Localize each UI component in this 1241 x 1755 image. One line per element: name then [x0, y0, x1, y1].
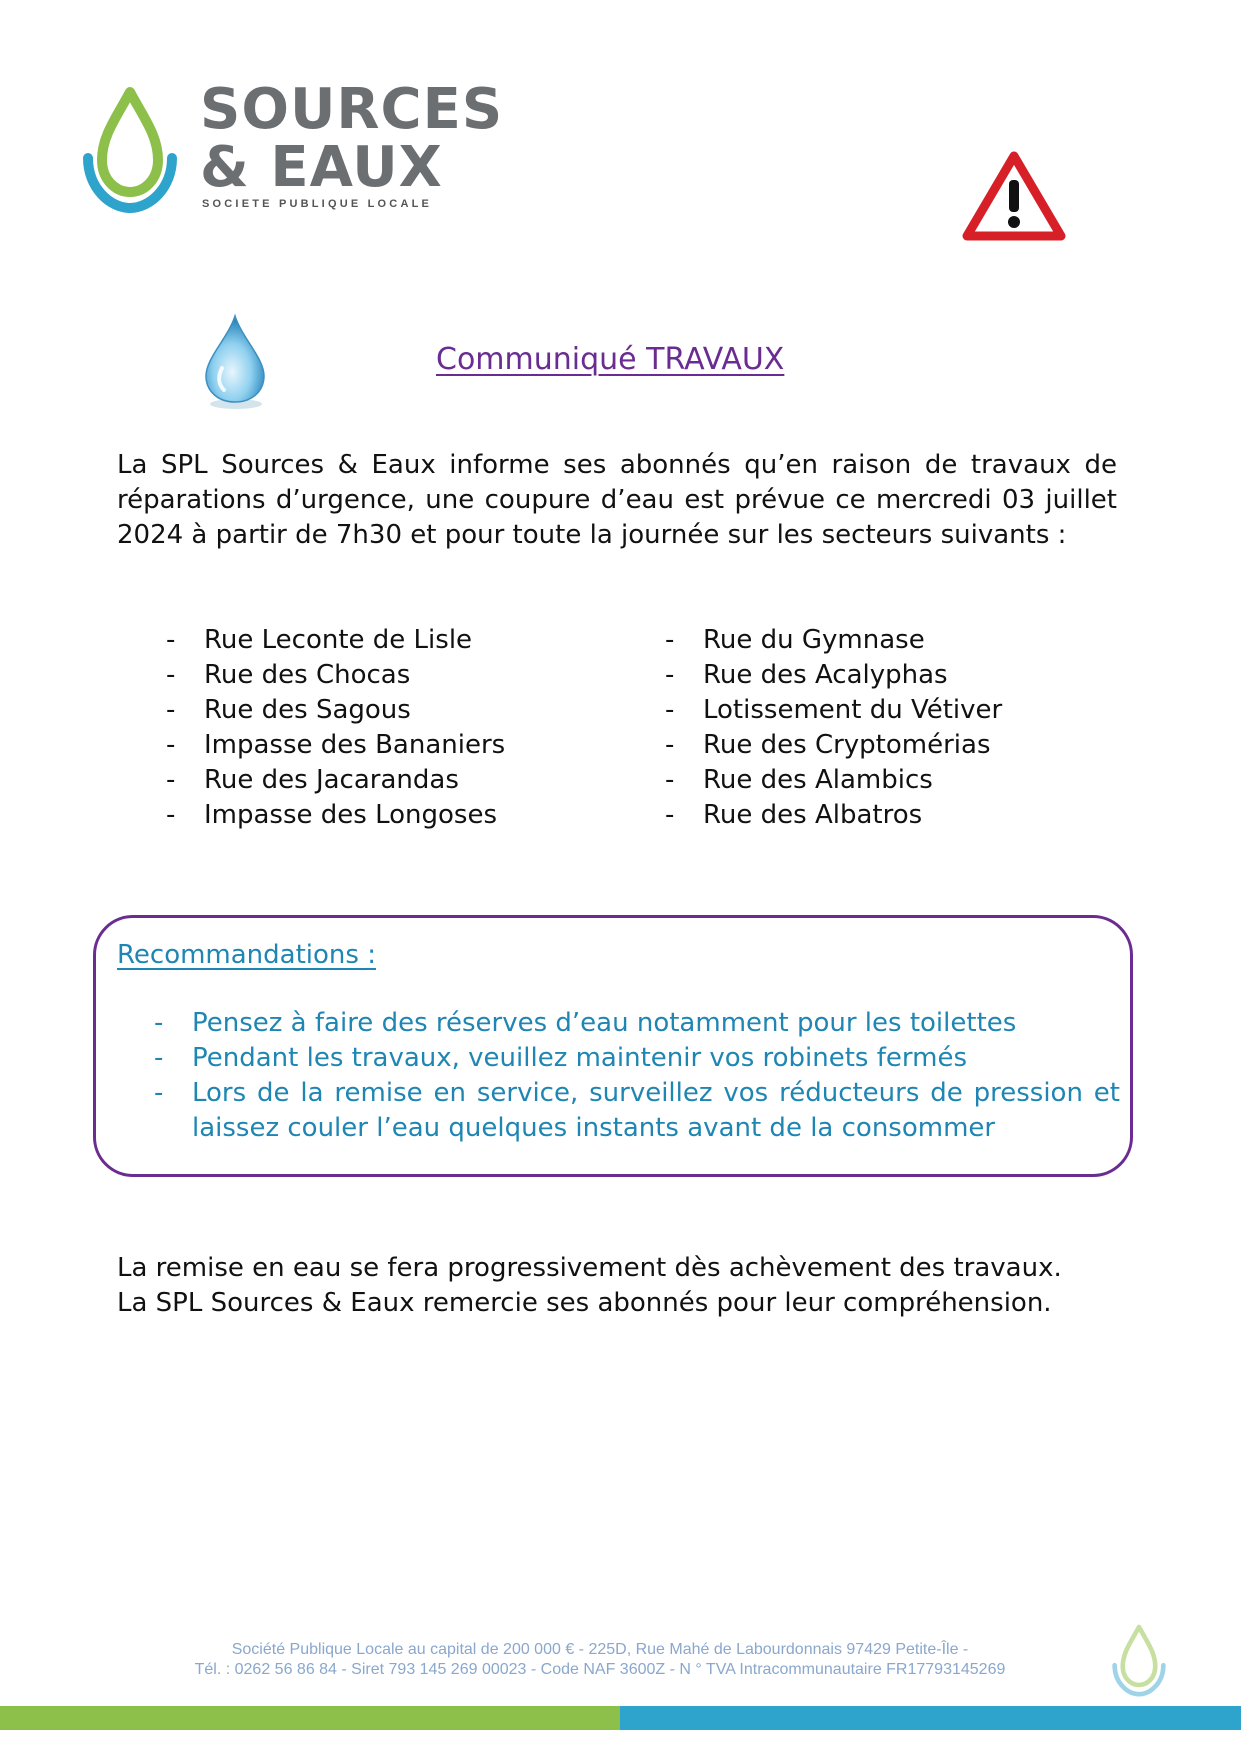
street-label: Rue du Gymnase	[703, 625, 925, 655]
list-bullet: -	[166, 625, 176, 655]
list-bullet: -	[166, 730, 176, 760]
street-item	[166, 763, 505, 798]
street-label: Impasse des Longoses	[204, 800, 498, 830]
street-item	[166, 798, 505, 833]
list-bullet: -	[154, 1078, 164, 1108]
street-label: Rue des Cryptomérias	[703, 730, 991, 760]
footer-line: Société Publique Locale au capital de 200 000 € - 225D, Rue Mahé de Labourdonnais 97429 Petite-Île -	[231, 1641, 969, 1658]
page-title: Communiqué TRAVAUX	[436, 342, 785, 377]
recommendation-item	[154, 1006, 1120, 1041]
list-bullet: -	[665, 765, 675, 795]
recommendation-item	[154, 1041, 1120, 1076]
street-item	[665, 623, 1002, 658]
streets-list-left	[166, 623, 506, 833]
footer-bar-green	[0, 1706, 620, 1730]
street-label: Rue des Jacarandas	[204, 765, 459, 795]
list-bullet: -	[166, 660, 176, 690]
list-bullet: -	[665, 625, 675, 655]
list-bullet: -	[154, 1008, 164, 1038]
street-item	[166, 658, 505, 693]
logo-tagline: SOCIETE PUBLIQUE LOCALE	[202, 198, 433, 210]
recommendation-text: Lors de la remise en service, surveillez vos réducteurs de pression et laissez couler l’eau quelques instants avant de la consommer	[192, 1078, 1120, 1143]
list-bullet: -	[665, 800, 675, 830]
street-label: Rue des Chocas	[204, 660, 411, 690]
street-item	[665, 798, 1002, 833]
recommendation-text: Pensez à faire des réserves d’eau notamment pour les toilettes	[192, 1008, 1017, 1038]
footer-water-drop-logo-icon	[1110, 1622, 1168, 1698]
water-drop-icon	[200, 312, 270, 412]
street-item	[665, 693, 1003, 728]
list-bullet: -	[665, 730, 675, 760]
street-label: Rue des Acalyphas	[703, 660, 948, 690]
warning-triangle-icon	[962, 150, 1066, 242]
street-item	[166, 623, 505, 658]
street-label: Rue des Albatros	[703, 800, 923, 830]
street-item	[665, 728, 1002, 763]
closing-line: La SPL Sources & Eaux remercie ses abonnés pour leur compréhension.	[117, 1288, 1052, 1318]
list-bullet: -	[665, 660, 675, 690]
streets-list-right	[665, 623, 1003, 833]
street-item	[166, 693, 505, 728]
street-label: Lotissement du Vétiver	[703, 695, 1003, 725]
recommendation-text: Pendant les travaux, veuillez maintenir vos robinets fermés	[192, 1043, 967, 1073]
street-label: Impasse des Bananiers	[204, 730, 506, 760]
intro-paragraph: La SPL Sources & Eaux informe ses abonnés qu’en raison de travaux de réparations d’urgence, une coupure d’eau est prévue ce mercredi 03 juillet 2024 à partir de 7h30 et pour toute la journée sur les secteurs suivants :	[117, 450, 1117, 550]
water-drop-logo-icon	[80, 84, 180, 214]
recommendations-list	[154, 1006, 1120, 1146]
list-bullet: -	[166, 765, 176, 795]
street-item	[166, 728, 506, 763]
street-item	[665, 658, 1002, 693]
recommendations-title: Recommandations :	[117, 940, 376, 970]
street-label: Rue des Sagous	[204, 695, 411, 725]
list-bullet: -	[665, 695, 675, 725]
street-item	[665, 763, 1002, 798]
closing-paragraph	[117, 1251, 1062, 1321]
recommendation-item	[154, 1076, 1120, 1146]
street-label: Rue des Alambics	[703, 765, 933, 795]
footer-legal-text	[150, 1640, 1050, 1680]
list-bullet: -	[154, 1043, 164, 1073]
closing-line: La remise en eau se fera progressivement dès achèvement des travaux.	[117, 1253, 1062, 1283]
logo-text-sources: SOURCES	[200, 77, 504, 142]
street-label: Rue Leconte de Lisle	[204, 625, 473, 655]
list-bullet: -	[166, 695, 176, 725]
footer-line: Tél. : 0262 56 86 84 - Siret 793 145 269 00023 - Code NAF 3600Z - N ° TVA Intracommunautaire FR17793145269	[194, 1661, 1006, 1678]
list-bullet: -	[166, 800, 176, 830]
footer-bar-blue	[620, 1706, 1241, 1730]
logo-text-eaux: & EAUX	[200, 135, 443, 200]
